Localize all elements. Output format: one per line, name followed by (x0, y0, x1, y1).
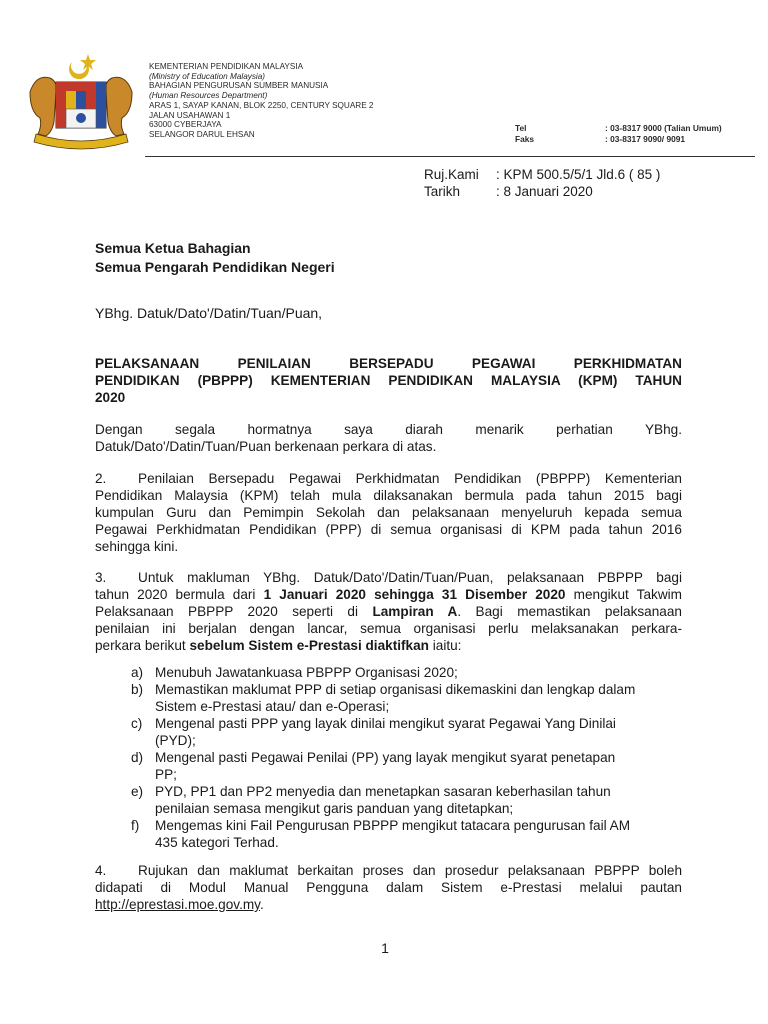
para-text: tahun 2020 bermula dari (95, 587, 264, 602)
para-text: . (259, 897, 264, 912)
para-line: kumpulan Guru dan Pemimpin Sekolah dan pelaksanaan menyeluruh kepada semua (95, 505, 682, 520)
list-text: Mengemas kini Fail Pengurusan PBPPP mengikut tatacara pengurusan fail AM (155, 818, 631, 833)
para-line: Untuk makluman YBhg. Datuk/Dato'/Datin/Tuan/Puan, pelaksanaan PBPPP bagi (138, 570, 682, 585)
agency-line: (Ministry of Education Malaysia) (149, 71, 266, 81)
salutation: YBhg. Datuk/Dato'/Datin/Tuan/Puan, (95, 305, 323, 321)
agency-line: (Human Resources Department) (149, 91, 268, 101)
fax-label: Faks (515, 134, 535, 144)
para-line: sehingga kini. (95, 539, 179, 554)
tel-label: Tel (515, 123, 527, 133)
contact-info (515, 123, 722, 145)
subject-line: 2020 (95, 390, 126, 405)
agency-address (149, 62, 374, 140)
recipients (95, 239, 335, 277)
list-marker: f) (131, 818, 140, 833)
letterhead-divider (145, 156, 755, 157)
para-line: Pegawai Perkhidmatan Pendidikan (PPP) di semua organisasi di KPM pada tahun 2016 (95, 522, 682, 537)
agency-line: JALAN USAHAWAN 1 (149, 110, 231, 120)
paragraph-4 (95, 862, 682, 913)
agency-line: ARAS 1, SAYAP KANAN, BLOK 2250, CENTURY SQUARE 2 (149, 100, 374, 110)
list-item (131, 681, 691, 715)
para-line: Datuk/Dato'/Datin/Tuan/Puan berkenaan perkara di atas. (95, 439, 437, 454)
agency-line: 63000 CYBERJAYA (149, 120, 222, 130)
agency-line: BAHAGIAN PENGURUSAN SUMBER MANUSIA (149, 81, 329, 91)
para-line: Dengan segala hormatnya saya diarah menarik perhatian YBhg. (95, 422, 682, 437)
agency-line: SELANGOR DARUL EHSAN (149, 129, 255, 139)
para-line: Penilaian Bersepadu Pegawai Perkhidmatan Pendidikan (PBPPP) Kementerian (138, 471, 682, 486)
para-line: penilaian ini berjalan dengan lancar, semua organisasi perlu melaksanakan perkara- (95, 621, 682, 636)
date-range-bold: 1 Januari 2020 sehingga 31 Disember 2020 (263, 587, 566, 602)
list-text: PP; (155, 767, 177, 782)
list-marker: b) (131, 682, 144, 697)
list-item (131, 817, 691, 851)
paragraph-1 (95, 421, 682, 455)
list-text: PYD, PP1 dan PP2 menyedia dan menetapkan sasaran keberhasilan tahun (155, 784, 611, 799)
para-number: 2. (95, 471, 107, 486)
list-text: (PYD); (155, 733, 196, 748)
list-text: Mengenal pasti Pegawai Penilai (PP) yang layak mengikut syarat penetapan (155, 750, 616, 765)
para-text: . Bagi memastikan pelaksanaan (457, 604, 682, 619)
para-number: 3. (95, 570, 107, 585)
list-item (131, 664, 691, 681)
reference-block (424, 166, 660, 200)
para-text: perkara berikut (95, 638, 190, 653)
action-list (131, 664, 691, 851)
list-marker: c) (131, 716, 143, 731)
tel-value: : 03-8317 9000 (Talian Umum) (605, 123, 722, 133)
list-marker: e) (131, 784, 144, 799)
list-item (131, 715, 691, 749)
lampiran-bold: Lampiran A (372, 604, 458, 619)
subject-line: PENDIDIKAN (PBPPP) KEMENTERIAN PENDIDIKAN MALAYSIA (KPM) TAHUN (95, 373, 682, 388)
list-text: 435 kategori Terhad. (155, 835, 279, 850)
eprestasi-link[interactable]: http://eprestasi.moe.gov.my (95, 897, 260, 912)
list-item (131, 783, 691, 817)
list-text: Mengenal pasti PPP yang layak dinilai mengikut syarat Pegawai Yang Dinilai (155, 716, 616, 731)
page-number: 1 (381, 940, 389, 956)
paragraph-3 (95, 569, 682, 654)
para-text: Pelaksanaan PBPPP 2020 seperti di (95, 604, 373, 619)
tarikh-value: : 8 Januari 2020 (496, 184, 593, 199)
recipient-line: Semua Pengarah Pendidikan Negeri (95, 259, 335, 275)
ruj-label: Ruj.Kami (424, 167, 479, 182)
list-marker: a) (131, 665, 144, 680)
para-line: didapati di Modul Manual Pengguna dalam Sistem e-Prestasi melalui pautan (95, 880, 682, 895)
ruj-value: : KPM 500.5/5/1 Jld.6 ( 85 ) (496, 167, 661, 182)
para-number: 4. (95, 863, 107, 878)
para-text: mengikut Takwim (565, 587, 682, 602)
fax-value: : 03-8317 9090/ 9091 (605, 134, 686, 144)
subject-line: PELAKSANAAN PENILAIAN BERSEPADU PEGAWAI PERKHIDMATAN (95, 356, 682, 371)
para-line: Rujukan dan maklumat berkaitan proses dan prosedur pelaksanaan PBPPP boleh (138, 863, 682, 878)
recipient-line: Semua Ketua Bahagian (95, 240, 251, 256)
para-line: Pendidikan Malaysia (KPM) telah mula dilaksanakan bermula pada tahun 2015 bagi (95, 488, 682, 503)
paragraph-2 (95, 470, 682, 555)
agency-line: KEMENTERIAN PENDIDIKAN MALAYSIA (149, 62, 304, 71)
list-marker: d) (131, 750, 144, 765)
list-text: penilaian semasa mengikut garis panduan yang ditetapkan; (155, 801, 514, 816)
para-text: iaitu: (428, 638, 462, 653)
tarikh-label: Tarikh (424, 184, 461, 199)
condition-bold: sebelum Sistem e-Prestasi diaktifkan (189, 638, 429, 653)
malaysia-coat-of-arms-icon (22, 52, 140, 152)
subject-heading (95, 355, 682, 406)
list-text: Menubuh Jawatankuasa PBPPP Organisasi 2020; (155, 665, 458, 680)
list-text: Sistem e-Prestasi atau/ dan e-Operasi; (155, 699, 390, 714)
list-item (131, 749, 691, 783)
list-text: Memastikan maklumat PPP di setiap organisasi dikemaskini dan lengkap dalam (155, 682, 636, 697)
